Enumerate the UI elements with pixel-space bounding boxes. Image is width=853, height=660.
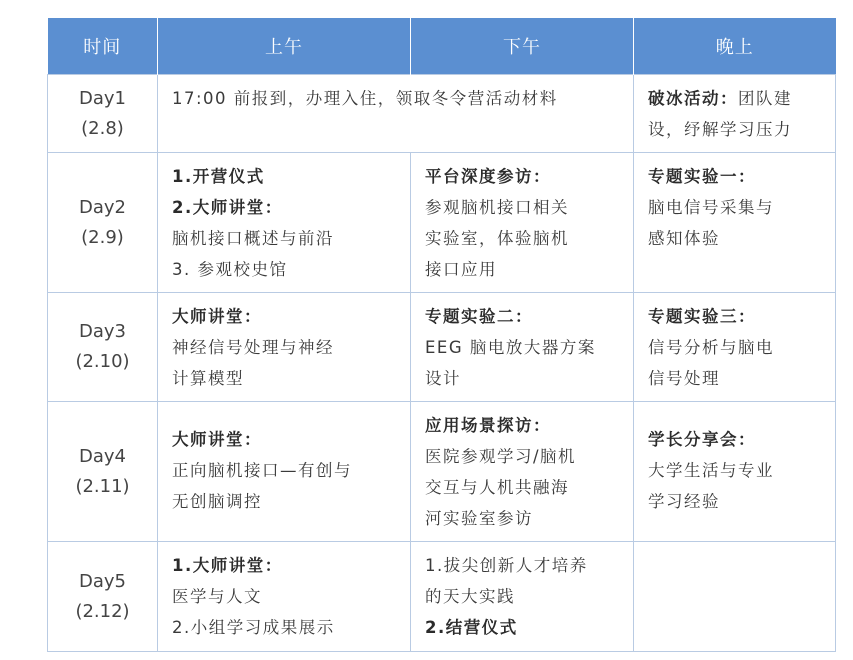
schedule-table bbox=[47, 18, 836, 652]
morning-cell bbox=[158, 293, 411, 402]
day-label: Day3 bbox=[79, 321, 126, 342]
morning-cell bbox=[158, 542, 411, 652]
evening-cell bbox=[634, 293, 836, 402]
morning-cell bbox=[158, 402, 411, 542]
day-date: (2.11) bbox=[75, 475, 130, 497]
cell-text: EEG 脑电放大器方案 bbox=[425, 338, 596, 357]
cell-text: 脑机接口概述与前沿 bbox=[172, 229, 334, 248]
header-morning: 上午 bbox=[158, 18, 411, 75]
cell-text: 1.拔尖创新人才培养 bbox=[425, 556, 588, 575]
day-label: Day1 bbox=[79, 87, 126, 109]
day-label: Day5 bbox=[79, 570, 126, 592]
cell-text: 感知体验 bbox=[648, 229, 720, 248]
evening-cell bbox=[634, 153, 836, 293]
cell-text: 团队建设，纾解学习压力 bbox=[648, 89, 792, 139]
cell-text: 的天大实践 bbox=[425, 587, 515, 606]
cell-title: 专题实验二： bbox=[425, 307, 533, 326]
cell-text: 17:00 前报到，办理入住，领取冬令营活动材料 bbox=[172, 89, 558, 108]
cell-text: 无创脑调控 bbox=[172, 492, 262, 511]
cell-text: 计算模型 bbox=[172, 369, 244, 388]
afternoon-cell bbox=[411, 153, 634, 293]
cell-text: 医院参观学习/脑机 bbox=[425, 447, 577, 466]
cell-text: 信号分析与脑电 bbox=[648, 338, 774, 357]
cell-title: 平台深度参访： bbox=[425, 167, 551, 186]
cell-text: 大学生活与专业 bbox=[648, 461, 774, 480]
day-cell bbox=[48, 75, 158, 153]
header-row bbox=[48, 18, 836, 75]
cell-title: 大师讲堂： bbox=[172, 430, 262, 449]
cell-text: 参观脑机接口相关 bbox=[425, 198, 569, 217]
table-row bbox=[48, 153, 836, 293]
day-cell bbox=[48, 542, 158, 652]
afternoon-cell bbox=[411, 293, 634, 402]
table-row bbox=[48, 402, 836, 542]
evening-cell bbox=[634, 402, 836, 542]
cell-title: 破冰活动： bbox=[648, 89, 738, 108]
morning-cell bbox=[158, 153, 411, 293]
cell-title: 大师讲堂： bbox=[172, 307, 262, 326]
cell-title: 2.大师讲堂： bbox=[172, 198, 283, 217]
cell-text: 医学与人文 bbox=[172, 587, 262, 606]
cell-text: 交互与人机共融海 bbox=[425, 478, 569, 497]
afternoon-cell bbox=[411, 542, 634, 652]
day-date: (2.12) bbox=[75, 600, 130, 622]
header-time: 时间 bbox=[48, 18, 158, 75]
cell-text: 正向脑机接口—有创与 bbox=[172, 461, 352, 480]
cell-title: 应用场景探访： bbox=[425, 416, 551, 435]
cell-text: 脑电信号采集与 bbox=[648, 198, 774, 217]
cell-title: 专题实验三： bbox=[648, 307, 756, 326]
cell-text: 接口应用 bbox=[425, 260, 497, 279]
day-date: (2.9) bbox=[81, 226, 124, 248]
cell-title: 2.结营仪式 bbox=[425, 618, 518, 637]
day-cell bbox=[48, 402, 158, 542]
table-row bbox=[48, 542, 836, 652]
header-afternoon: 下午 bbox=[411, 18, 634, 75]
table-row bbox=[48, 75, 836, 153]
afternoon-cell bbox=[411, 402, 634, 542]
cell-text: 实验室，体验脑机 bbox=[425, 229, 569, 248]
table-row bbox=[48, 293, 836, 402]
merged-am-pm-cell bbox=[158, 75, 634, 153]
cell-text: 2.小组学习成果展示 bbox=[172, 618, 335, 637]
cell-text: 信号处理 bbox=[648, 369, 720, 388]
cell-text: 设计 bbox=[425, 369, 461, 388]
day-date: (2.8) bbox=[81, 117, 124, 139]
cell-title: 专题实验一： bbox=[648, 167, 756, 186]
day-label: Day2 bbox=[79, 196, 126, 218]
header-evening: 晚上 bbox=[634, 18, 836, 75]
cell-text: 河实验室参访 bbox=[425, 509, 533, 528]
day-cell bbox=[48, 293, 158, 402]
cell-text: 学习经验 bbox=[648, 492, 720, 511]
evening-cell bbox=[634, 542, 836, 652]
cell-title: 学长分享会： bbox=[648, 430, 756, 449]
day-label: Day4 bbox=[79, 445, 126, 467]
evening-cell bbox=[634, 75, 836, 153]
day-date: (2.10) bbox=[75, 351, 130, 372]
cell-text: 3. 参观校史馆 bbox=[172, 260, 288, 279]
cell-title: 1.开营仪式 bbox=[172, 167, 265, 186]
day-cell bbox=[48, 153, 158, 293]
cell-text: 神经信号处理与神经 bbox=[172, 338, 334, 357]
cell-title: 1.大师讲堂： bbox=[172, 556, 283, 575]
